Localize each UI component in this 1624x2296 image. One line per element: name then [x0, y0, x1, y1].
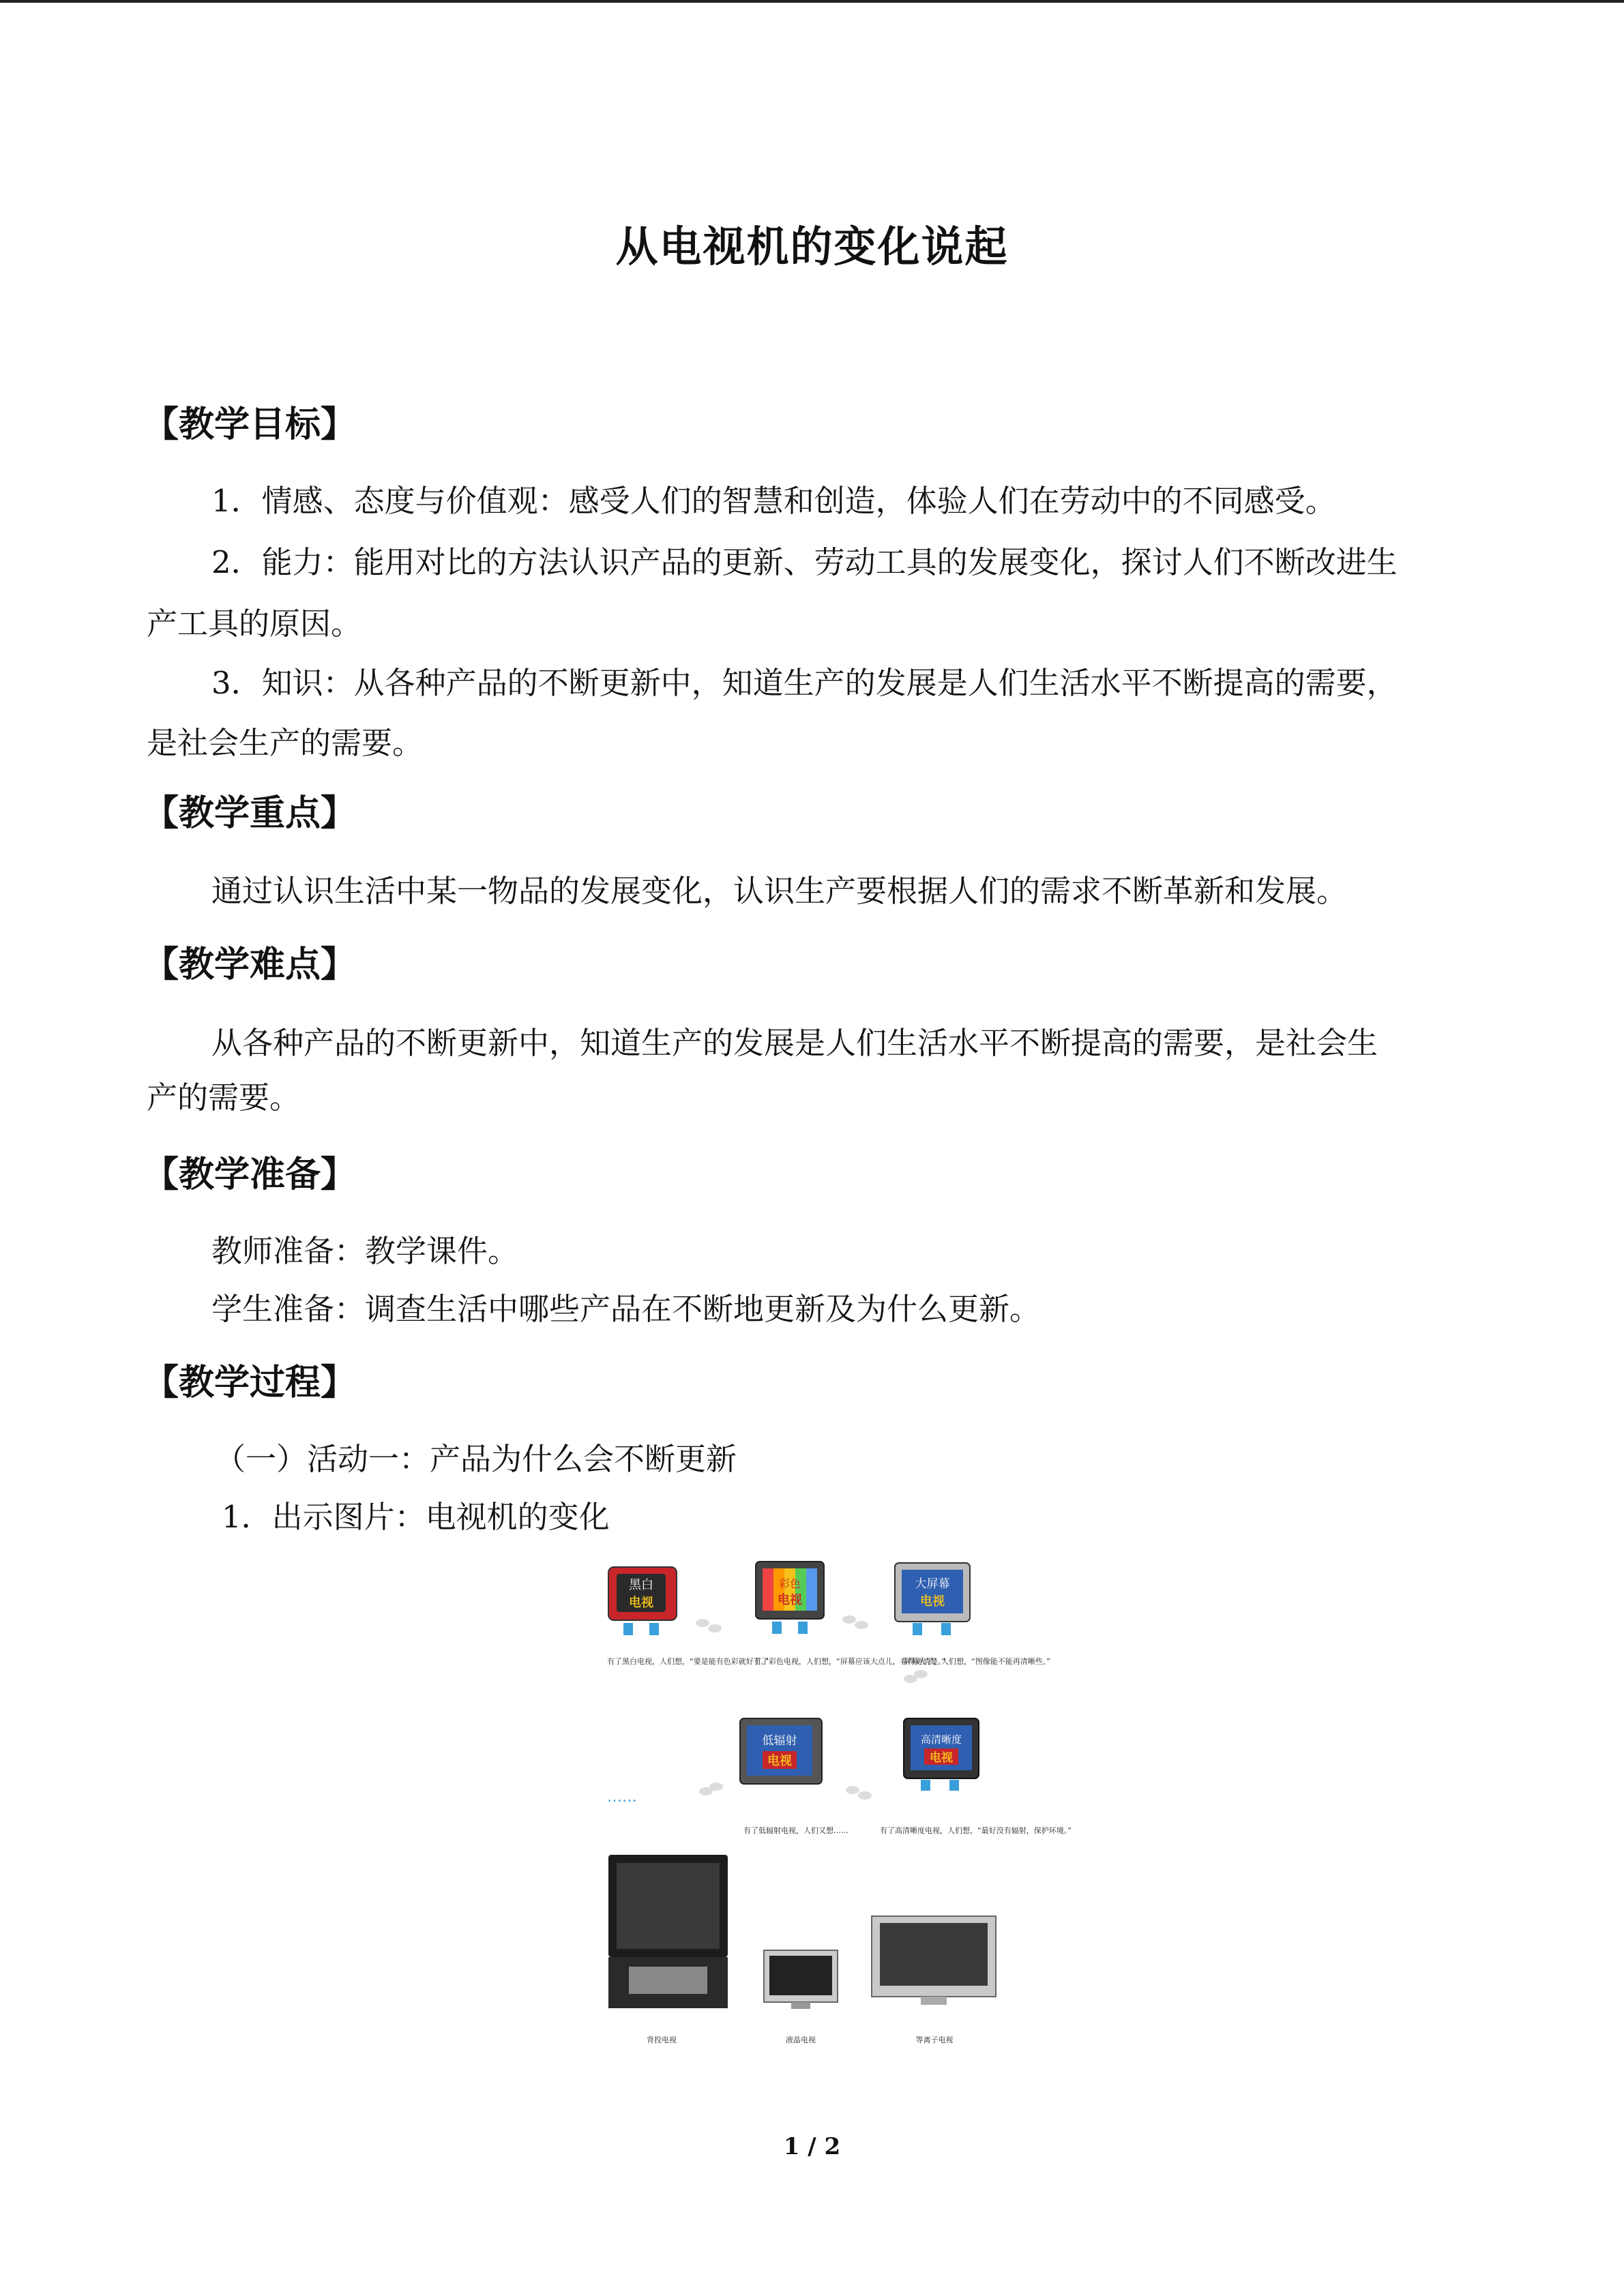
section-heading-preparation: 【教学准备】	[143, 1154, 357, 1195]
ellipsis-dots: ……	[607, 1789, 637, 1806]
caption-2: 有了彩色电视，人们想，“屏幕应该大点儿，看得更清楚。”	[754, 1657, 945, 1666]
top-rule	[0, 0, 1624, 3]
tv-label-4: 低辐射	[762, 1734, 797, 1748]
tv-word-3: 电视	[920, 1594, 945, 1609]
tv-label-2: 彩色	[778, 1577, 801, 1590]
caption-5: 有了高清晰度电视，人们想，“最好没有辐射，保护环境。”	[880, 1826, 1072, 1835]
bottom-label-1: 背投电视	[647, 2036, 677, 2044]
student-preparation: 学生准备：调查生活中哪些产品在不断地更新及为什么更新。	[211, 1291, 1041, 1327]
caption-3: 屏幕大了，人们想，“图像能不能再清晰些。”	[904, 1657, 1050, 1666]
caption-4: 有了低辐射电视，人们又想……	[743, 1826, 848, 1835]
step-one: 1．出示图片：电视机的变化	[222, 1499, 610, 1535]
tv-word-2: 电视	[778, 1593, 802, 1607]
goal-item-1: 1．情感、态度与价值观：感受人们的智慧和创造，体验人们在劳动中的不同感受。	[211, 483, 1336, 519]
tv-rear-projection	[608, 1855, 728, 2008]
teacher-preparation: 教师准备：教学课件。	[211, 1233, 519, 1269]
goal-item-2-cont: 产工具的原因。	[147, 606, 362, 642]
tv-word-1: 电视	[629, 1596, 653, 1610]
tv-label-5: 高清晰度	[920, 1733, 962, 1746]
section-heading-difficulties: 【教学难点】	[143, 944, 357, 985]
page-number: 1 / 2	[783, 2133, 841, 2160]
page-title: 从电视机的变化说起	[615, 222, 1009, 271]
tv-big-screen	[895, 1563, 970, 1635]
activity-one: （一）活动一：产品为什么会不断更新	[215, 1441, 737, 1477]
tv-evolution-figure	[600, 1555, 1072, 2059]
tv-high-definition	[904, 1718, 979, 1791]
tv-black-white	[608, 1567, 677, 1635]
tv-lcd	[764, 1950, 838, 2009]
goal-item-2: 2．能力：能用对比的方法认识产品的更新、劳动工具的发展变化，探讨人们不断改进生	[211, 544, 1398, 580]
tv-plasma	[872, 1916, 996, 2005]
tv-color	[756, 1562, 824, 1634]
tv-word-5: 电视	[930, 1751, 953, 1765]
bottom-label-2: 液晶电视	[786, 2036, 816, 2044]
key-points-text: 通过认识生活中某一物品的发展变化，认识生产要根据人们的需求不断革新和发展。	[211, 873, 1348, 909]
section-heading-key-points: 【教学重点】	[143, 793, 357, 834]
tv-word-4: 电视	[767, 1754, 792, 1768]
tv-low-radiation	[740, 1718, 822, 1784]
goal-item-3: 3．知识：从各种产品的不断更新中，知道生产的发展是人们生活水平不断提高的需要，	[211, 665, 1398, 701]
caption-1: 有了黑白电视，人们想，“要是能有色彩就好了。”	[607, 1657, 769, 1666]
bottom-label-3: 等离子电视	[915, 2036, 954, 2044]
difficulties-line-1: 从各种产品的不断更新中，知道生产的发展是人们生活水平不断提高的需要，是社会生	[211, 1025, 1378, 1061]
tv-label-1: 黑白	[629, 1578, 653, 1592]
section-heading-goals: 【教学目标】	[143, 404, 357, 445]
section-heading-process: 【教学过程】	[143, 1362, 357, 1403]
goal-item-3-cont: 是社会生产的需要。	[147, 725, 424, 761]
difficulties-line-2: 产的需要。	[147, 1079, 301, 1116]
tv-label-3: 大屏幕	[915, 1577, 950, 1591]
